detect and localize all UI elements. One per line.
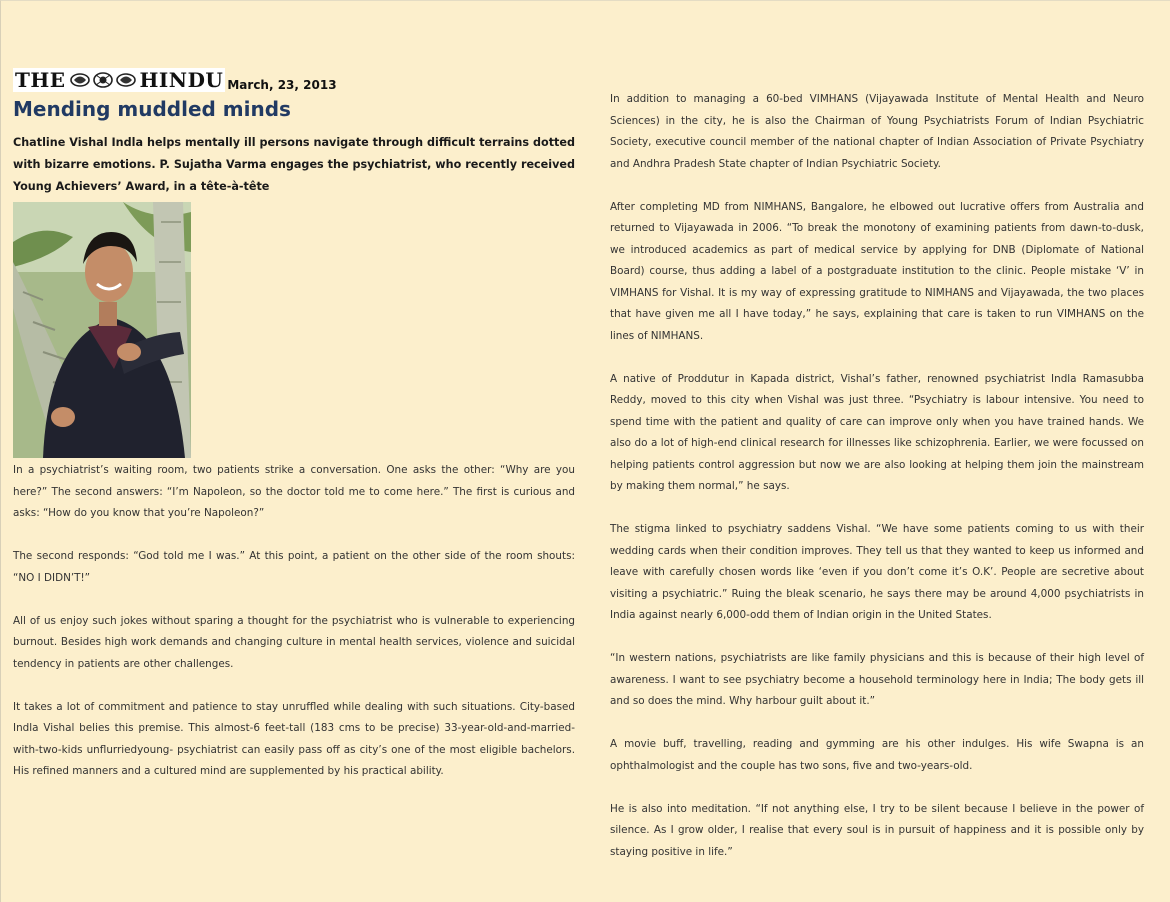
right-paragraph-6: A movie buff, travelling, reading and gymming are his other indulges. His wife Swapna is an ophthalmologist and the couple has two sons, five and two-years-old. <box>610 738 1144 772</box>
publication-date: March, 23, 2013 <box>227 78 337 92</box>
article-standfirst: Chatline Vishal Indla helps mentally ill persons navigate through difficult terrains dotted with bizarre emotions. P. Sujatha Varma engages the psychiatrist, who recently received Young Achievers’ Award, in a tête-à-tête <box>13 136 575 193</box>
article-headline: Mending muddled minds <box>13 97 291 121</box>
left-paragraph-3: All of us enjoy such jokes without sparing a thought for the psychiatrist who is vulnerable to experiencing burnout. Besides high work demands and changing culture in mental health services, violence and suicidal tendency in patients are other challenges. <box>13 614 575 670</box>
left-paragraph-2: The second responds: “God told me I was.” At this point, a patient on the other side of the room shouts: “NO I DIDN’T!” <box>13 550 575 584</box>
right-paragraph-3: A native of Proddutur in Kapada district, Vishal’s father, renowned psychiatrist Indla Ramasubba Reddy, moved to this city when Vishal was just three. “Psychiatry is labour intensive. You need to spend time with the patient and quality of care can improve only when you have trained hands. We also do a lot of high-end clinical research for illnesses like schizophrenia. Earlier, we were focussed on helping patients control aggression but now we are also looking at helping them join the mainstream by making them normal,” he says. <box>610 372 1144 492</box>
left-paragraph-1: In a psychiatrist’s waiting room, two patients strike a conversation. One asks the other: “Why are you here?” The second answers: “I’m Napoleon, so the doctor told me to come here.” The first is curious and asks: “How do you know that you’re Napoleon?” <box>13 464 575 519</box>
logo-text-left: THE <box>15 68 66 92</box>
left-paragraph-4: It takes a lot of commitment and patience to stay unruffled while dealing with such situations. City-based Indla Vishal belies this premise. This almost-6 feet-tall (183 cms to be precise) 33-year-old-and-married-with-two-kids unflurriedyoung- psychiatrist can easily pass off as city’s one of the most eligible bachelors. His refined manners and a cultured mind are supplemented by his practical ability. <box>13 700 575 777</box>
newspaper-emblem-icon <box>68 71 138 89</box>
newspaper-logo <box>13 68 225 92</box>
right-paragraph-5: “In western nations, psychiatrists are like family physicians and this is because of their high level of awareness. I want to see psychiatry become a household terminology here in India; The body gets ill and so does the mind. Why harbour guilt about it.” <box>610 652 1144 707</box>
portrait-photo <box>13 202 191 458</box>
portrait-illustration <box>13 202 191 458</box>
right-column <box>610 89 1144 885</box>
right-paragraph-7: He is also into meditation. “If not anything else, I try to be silent because I believe in the power of silence. As I grow older, I realise that every soul is in pursuit of happiness and it is possible only by staying positive in life.” <box>610 802 1144 858</box>
logo-text-right: HINDU <box>139 68 224 92</box>
right-paragraph-2: After completing MD from NIMHANS, Bangalore, he elbowed out lucrative offers from Australia and returned to Vijayawada in 2006. “To break the monotony of examining patients from dawn-to-dusk, we introduced academics as part of medical service by applying for DNB (Diplomate of National Board) course, thus adding a label of a postgraduate institution to the clinic. People mistake ‘V’ in VIMHANS for Vishal. It is my way of expressing gratitude to NIMHANS and Vijayawada, the two places that have given me all I have today,” he says, explaining that care is taken to run VIMHANS on the lines of NIMHANS. <box>610 200 1144 342</box>
right-paragraph-1: In addition to managing a 60-bed VIMHANS (Vijayawada Institute of Mental Health and Neuro Sciences) in the city, he is also the Chairman of Young Psychiatrists Forum of Indian Psychiatric Society, executive council member of the national chapter of Indian Association of Private Psychiatry and Andhra Pradesh State chapter of Indian Psychiatric Society. <box>610 93 1144 170</box>
masthead <box>13 66 575 92</box>
right-paragraph-4: The stigma linked to psychiatry saddens Vishal. “We have some patients coming to us with their wedding cards when their condition improves. They tell us that they wanted to keep us informed and leave with carefully chosen words like ‘even if you don’t come it’s O.K’. People are secretive about visiting a psychiatric.” Ruing the bleak scenario, he says there may be around 4,000 psychiatrists in India against nearly 6,000-odd them of Indian origin in the United States. <box>610 523 1144 621</box>
emblem-graphic <box>68 71 138 89</box>
left-column <box>13 66 575 804</box>
